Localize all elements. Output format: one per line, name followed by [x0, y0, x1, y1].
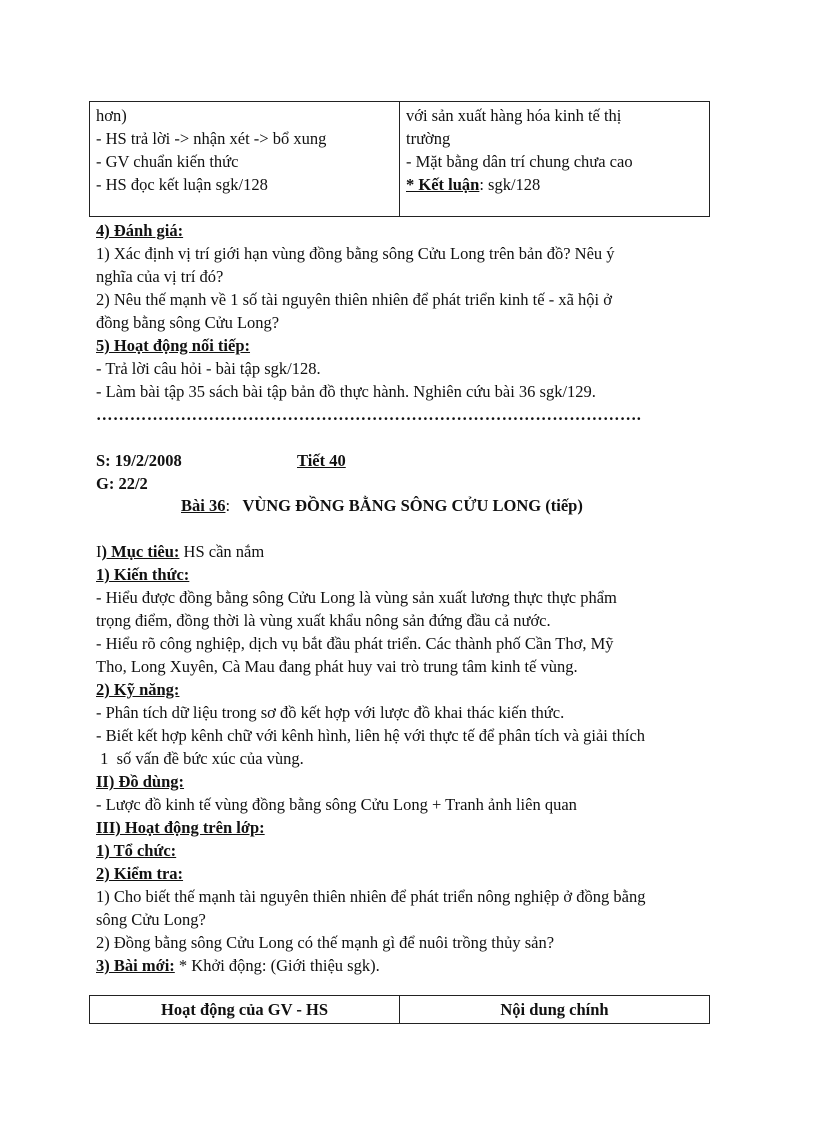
do-dung-line: - Lược đồ kinh tế vùng đồng bằng sông Cửu Long + Tranh ảnh liên quan — [96, 795, 577, 814]
muc-tieu-heading: ) Mục tiêu: — [101, 542, 180, 561]
danh-gia-line: 2) Nêu thế mạnh về 1 số tài nguyên thiên nhiên để phát triển kinh tế - xã hội ở — [96, 290, 612, 309]
ky-nang-line: 1 số vấn đề bức xúc của vùng. — [96, 749, 304, 768]
muc-tieu-after: HS cần nắm — [179, 542, 265, 561]
danh-gia-line: đồng bằng sông Cửu Long? — [96, 313, 280, 332]
s-date: S: 19/2/2008 — [96, 451, 182, 470]
col-header-content: Nội dung chính — [400, 996, 710, 1024]
bai-moi-line — [96, 954, 736, 977]
top-left-line: - HS trả lời -> nhận xét -> bổ xung — [96, 129, 327, 148]
top-right-line: trường — [406, 129, 451, 148]
conclusion-line — [406, 173, 703, 196]
to-chuc-heading: 1) Tổ chức: — [96, 841, 177, 860]
lesson-title — [181, 496, 583, 516]
tiet-label: Tiết 40 — [297, 451, 346, 470]
top-table-left-cell — [90, 102, 400, 217]
danh-gia-line: 1) Xác định vị trí giới hạn vùng đồng bằng sông Cửu Long trên bản đồ? Nêu ý — [96, 244, 615, 263]
danh-gia-section — [96, 219, 736, 426]
ky-nang-line: - Phân tích dữ liệu trong sơ đồ kết hợp với lược đồ khai thác kiến thức. — [96, 703, 565, 722]
kiem-tra-line: sông Cửu Long? — [96, 910, 206, 929]
kiem-tra-heading: 2) Kiểm tra: — [96, 864, 184, 883]
conclusion-label: * Kết luận — [406, 175, 480, 194]
noi-tiep-line: - Trả lời câu hỏi - bài tập sgk/128. — [96, 359, 321, 378]
kien-thuc-heading: 1) Kiến thức: — [96, 565, 190, 584]
ky-nang-heading: 2) Kỹ năng: — [96, 680, 180, 699]
top-left-line: hơn) — [96, 106, 127, 125]
top-table — [89, 101, 710, 217]
col-header-activities: Hoạt động của GV - HS — [90, 996, 400, 1024]
kien-thuc-line: - Hiểu được đồng bằng sông Cửu Long là vùng sản xuất lương thực thực phẩm — [96, 588, 617, 607]
danh-gia-line: nghĩa của vị trí đó? — [96, 267, 224, 286]
noi-tiep-line: - Làm bài tập 35 sách bài tập bản đồ thực hành. Nghiên cứu bài 36 sgk/129. — [96, 382, 596, 401]
bai-moi-heading: 3) Bài mới: — [96, 956, 175, 975]
bai-moi-after: * Khởi động: (Giới thiệu sgk). — [174, 956, 380, 975]
muc-tieu-prefix: I — [96, 542, 102, 561]
top-left-line: - GV chuẩn kiến thức — [96, 152, 239, 171]
hoat-dong-heading: III) Hoạt động trên lớp: — [96, 818, 265, 837]
kien-thuc-line: Tho, Long Xuyên, Cà Mau đang phát huy vai trò trung tâm kinh tế vùng. — [96, 657, 578, 676]
muc-tieu-line — [96, 540, 736, 563]
ky-nang-line: - Biết kết hợp kênh chữ với kênh hình, liên hệ với thực tế để phân tích và giải thích — [96, 726, 646, 745]
noi-tiep-heading: 5) Hoạt động nối tiếp: — [96, 336, 251, 355]
bai-title: VÙNG ĐỒNG BẰNG SÔNG CỬU LONG (tiếp) — [242, 496, 583, 515]
muc-tieu-section — [96, 540, 736, 977]
kiem-tra-line: 1) Cho biết thế mạnh tài nguyên thiên nhiên để phát triển nông nghiệp ở đồng bằng — [96, 887, 646, 906]
kien-thuc-line: - Hiểu rõ công nghiệp, dịch vụ bắt đầu phát triển. Các thành phố Cần Thơ, Mỹ — [96, 634, 614, 653]
g-date: G: 22/2 — [96, 474, 148, 493]
do-dung-heading: II) Đồ dùng: — [96, 772, 185, 791]
kiem-tra-line: 2) Đồng bằng sông Cửu Long có thế mạnh gì để nuôi trồng thủy sản? — [96, 933, 555, 952]
conclusion-text: : sgk/128 — [479, 175, 541, 194]
kien-thuc-line: trọng điểm, đồng thời là vùng xuất khẩu nông sản đứng đầu cả nước. — [96, 611, 551, 630]
bai-colon: : — [225, 496, 243, 515]
danh-gia-heading: 4) Đánh giá: — [96, 221, 184, 240]
top-right-line: - Mặt bằng dân trí chung chưa cao — [406, 152, 633, 171]
top-table-right-cell — [400, 102, 710, 217]
bottom-table — [89, 995, 710, 1024]
bai-label: Bài 36 — [181, 496, 226, 515]
top-left-line: - HS đọc kết luận sgk/128 — [96, 175, 268, 194]
separator-dots: ……………………………………………………………………………………. — [96, 405, 642, 424]
top-right-line: với sản xuất hàng hóa kinh tế thị — [406, 106, 622, 125]
